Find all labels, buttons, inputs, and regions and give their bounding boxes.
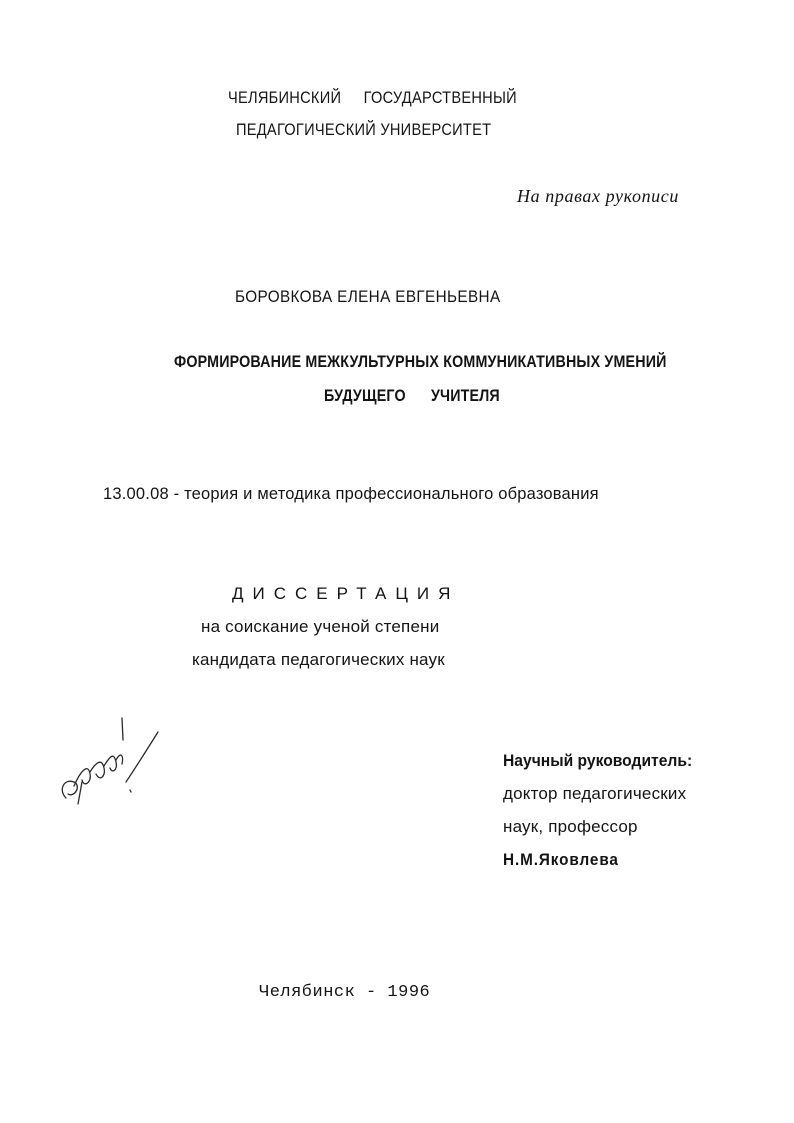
- supervisor-name: Н.М.Яковлева: [503, 850, 619, 869]
- dissertation-degree-line-1: на соискание ученой степени: [201, 617, 440, 636]
- title-word-2: УЧИТЕЛЯ: [430, 386, 500, 405]
- supervisor-label: Научный руководитель:: [503, 751, 693, 770]
- specialty-code: 13.00.08 - теория и методика профессионального образования: [103, 485, 599, 503]
- university-word-2: ГОСУДАРСТВЕННЫЙ: [363, 88, 517, 107]
- dissertation-degree-line-2: кандидата педагогических наук: [192, 650, 445, 669]
- handwritten-signature: [52, 712, 167, 812]
- supervisor-degree-line-1: доктор педагогических: [503, 784, 687, 803]
- university-line-1: [228, 88, 517, 108]
- title-line-1: ФОРМИРОВАНИЕ МЕЖКУЛЬТУРНЫХ КОММУНИКАТИВНЫХ УМЕНИЙ: [174, 352, 667, 371]
- supervisor-degree-line-2: наук, профессор: [503, 817, 638, 836]
- title-line-2: [324, 386, 500, 406]
- title-word-1: БУДУЩЕГО: [324, 386, 406, 405]
- university-word-1: ЧЕЛЯБИНСКИЙ: [228, 88, 342, 107]
- dissertation-heading: ДИССЕРТАЦИЯ: [232, 584, 460, 603]
- city-year: Челябинск - 1996: [259, 983, 431, 1002]
- manuscript-note: На правах рукописи: [517, 186, 679, 206]
- author-name: БОРОВКОВА ЕЛЕНА ЕВГЕНЬЕВНА: [235, 287, 501, 306]
- university-line-2: ПЕДАГОГИЧЕСКИЙ УНИВЕРСИТЕТ: [236, 120, 492, 139]
